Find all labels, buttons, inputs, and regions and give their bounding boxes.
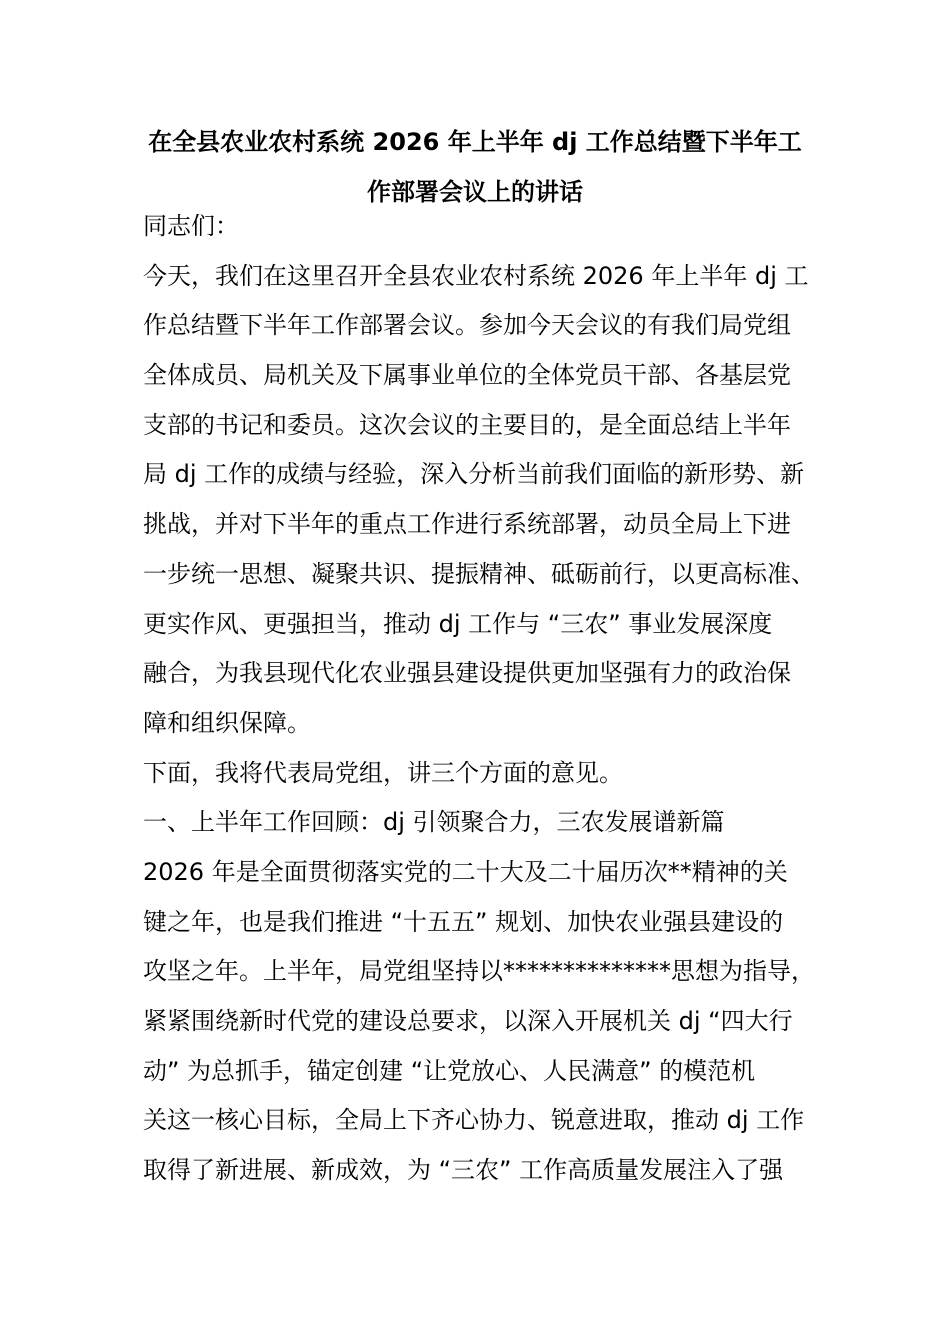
body-text-line: 障和组织保障。 (143, 708, 311, 737)
body-text-line: 今天，我们在这里召开全县农业农村系统 2026 年上半年 dj 工 (143, 261, 809, 290)
body-text-line: 一步统一思想、凝聚共识、提振精神、砥砺前行，以更高标准、 (143, 559, 815, 588)
body-text-line: 键之年，也是我们推进 “十五五” 规划、加快农业强县建设的 (143, 907, 784, 936)
body-text-line: 全体成员、局机关及下属事业单位的全体党员干部、各基层党 (143, 361, 791, 390)
body-text-line: 下面，我将代表局党组，讲三个方面的意见。 (143, 758, 623, 787)
body-text-line: 动” 为总抓手，锚定创建 “让党放心、人民满意” 的模范机 (143, 1056, 756, 1085)
body-text-line: 2026 年是全面贯彻落实党的二十大及二十届历次**精神的关 (143, 857, 788, 886)
body-text-line: 支部的书记和委员。这次会议的主要目的，是全面总结上半年 (143, 410, 791, 439)
document-body (143, 202, 815, 1196)
body-text-line: 关这一核心目标，全局上下齐心协力、锐意进取，推动 dj 工作 (143, 1106, 805, 1135)
body-text-line: 挑战，并对下半年的重点工作进行系统部署，动员全局上下进 (143, 510, 791, 539)
body-text-line: 作总结暨下半年工作部署会议。参加今天会议的有我们局党组 (143, 311, 791, 340)
section-heading: 一、上半年工作回顾：dj 引领聚合力，三农发展谱新篇 (143, 808, 725, 837)
title-line: 在全县农业农村系统 2026 年上半年 dj 工作总结暨下半年工 (148, 128, 802, 156)
body-text-line: 局 dj 工作的成绩与经验，深入分析当前我们面临的新形势、新 (143, 460, 805, 489)
body-text-line: 取得了新进展、新成效，为 “三农” 工作高质量发展注入了强 (143, 1156, 784, 1185)
body-text-line: 融合，为我县现代化农业强县建设提供更加坚强有力的政治保 (143, 659, 791, 688)
title-line: 作部署会议上的讲话 (367, 177, 583, 206)
salutation: 同志们： (143, 212, 239, 240)
body-text-line: 攻坚之年。上半年，局党组坚持以**************思想为指导， (143, 957, 815, 986)
body-text-line: 紧紧围绕新时代党的建设总要求，以深入开展机关 dj “四大行 (143, 1007, 793, 1035)
body-text-line: 更实作风、更强担当，推动 dj 工作与 “三农” 事业发展深度 (143, 609, 773, 638)
